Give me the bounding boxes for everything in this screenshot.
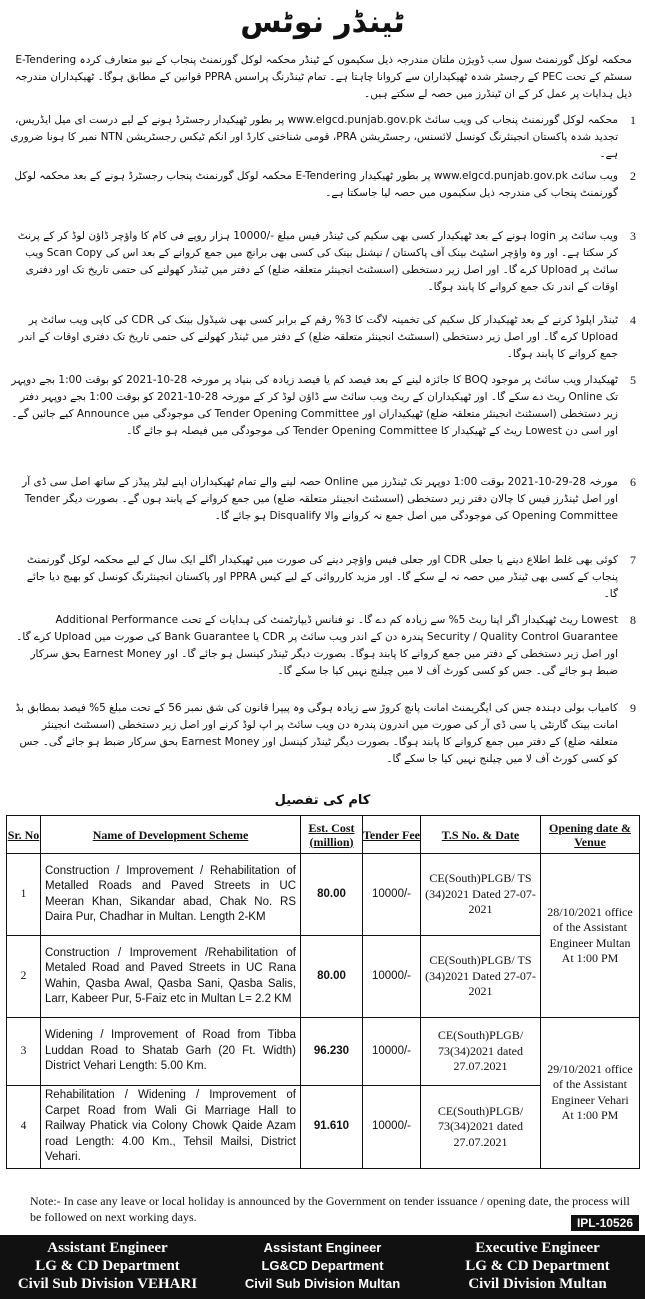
signatory-left [0,1235,215,1299]
table-header-row [7,816,640,854]
cell-scheme: Construction / Improvement /Rehabilitation of Metaled Road and Paved Streets in UC Rana Wahin, Qasba Awal, Qasba Sani, Qasba Salis, Larr, Kabeer Pur, 5-Faiz etc in Multan L= 2.2 KM [41,936,301,1018]
instruction-5 [10,372,636,440]
instruction-2 [10,168,636,202]
signatory-division: Civil Sub Division VEHARI [17,1276,198,1292]
header-est-cost: Est. Cost (million) [301,816,363,854]
instruction-number: 6 [630,475,636,489]
instruction-8 [10,612,636,680]
instruction-6 [10,474,636,525]
cell-ts: CE(South)PLGB/ TS (34)2021 Dated 27-07-2021 [421,936,541,1018]
intro-paragraph: محکمہ لوکل گورنمنٹ سول سب ڈویژن ملتان مندرجہ ذیل سکیموں کے ٹینڈر محکمہ لوکل گورنمنٹ پنجاب کے نیو متعارف کردہ E-Tendering سسٹم کے تحت PEC کے رجسٹر شدہ ٹھیکیداران سے کروانا چاہتا ہے۔ تمام ٹینڈرنگ پراسس PPRA قوانین کے مطابق ہوگا۔ ٹھیکیداران مندرجہ ذیل ہدایات پر عمل کر کے ان ٹینڈرز میں حصہ لے سکتے ہیں۔ [14,54,632,100]
cell-sr: 3 [7,1018,41,1086]
signatory-division: Civil Division Multan [468,1276,607,1292]
instruction-1 [10,112,636,163]
cell-scheme: Rehabilitation / Widening / Improvement of Carpet Road from Wali Gi Marriage Hall to Railway Phatick via Colony Chowk Qaide Azam road Length: 4.00 Km., Tehsil Mailsi, District Vehari. [41,1086,301,1169]
instruction-text: ٹینڈر اپلوڈ کرنے کے بعد ٹھیکیدار کل سکیم کی تخمینہ لاگت کا 3% رقم کے برابر کسی بھی شیڈول بینک کی CDR کی کاپی ویب سائٹ پر Upload کرے گا۔ اور اصل زیر دستخطی (اسسٹنٹ انجینئر متعلقہ ضلع) کے دفتر میں ٹینڈر کھولنے کی حتمی تاریخ تک دفتری اوقات کے اندر جمع کروانے کا پابند ہوگا۔ [18,314,618,360]
signatory-middle [215,1235,430,1299]
instruction-7 [10,552,636,603]
header-tender-fee: Tender Fee [363,816,421,854]
signatory-department: LG&CD Department [261,1258,384,1273]
instruction-text: کوئی بھی غلط اطلاع دینے یا جعلی CDR اور جعلی فیس واؤچر دینے کی صورت میں ٹھیکیدار اگلے ایک سال کے لیے محکمہ لوکل گورنمنٹ پنجاب کے کسی بھی ٹینڈر میں حصہ نہ لے سکے گا۔ اور مزید کارروائی کے لیے کیس PPRA اور پاکستان انجینئرنگ کونسل کو بھیج دیا جائے گا۔ [26,554,618,600]
cell-fee: 10000/- [363,1086,421,1169]
cell-venue-multan: 28/10/2021 office of the Assistant Engineer Multan At 1:00 PM [541,854,640,1018]
instruction-text: ویب سائٹ www.elgcd.punjab.gov.pk پر بطور ٹھیکیدار E-Tendering محکمہ لوکل گورنمنٹ پنجاب رجسٹرڈ ہونے کے بعد محکمہ لوکل گورنمنٹ پنجاب کی مندرجہ ذیل سکیموں میں حصہ لیا جاسکتا ہے۔ [14,170,618,199]
instruction-number: 5 [630,373,636,387]
instruction-text: Lowest ریٹ ٹھیکیدار اگر اپنا ریٹ 5% سے زیادہ کم دے گا۔ تو فنانس ڈیپارٹمنٹ کی ہدایات کے تحت Additional Performance Security / Quality Control Guarantee پندرہ دن کے اندر ویب سائٹ پر CDR یا Bank Guarantee کی صورت میں Upload کرے گا۔ اور اصل زیر دستخطی کے دفتر میں جمع کروانے کا پابند ہوگا۔ بصورت دیگر ٹینڈر کینسل ہو جائے گا۔ اور Earnest Money بحق سرکار ضبط ہو جائے گی۔ جس کو کسی کورٹ آف لا میں چیلنج نہیں کیا جا سکے گا۔ [16,614,618,677]
notice-title: ٹینڈر نوٹس [240,5,405,40]
instruction-text: محکمہ لوکل گورنمنٹ پنجاب کی ویب سائٹ www.elgcd.punjab.gov.pk پر بطور ٹھیکیدار رجسٹرڈ ہونے کے لیے درست ای میل ایڈریس، تجدید شدہ پاکستان انجینئرنگ کونسل لائسنس، رجسٹریشن PRA، قومی شناختی کارڈ اور انکم ٹیکس رجسٹریشن NTN نمبر کا ہونا ضروری ہے۔ [10,114,618,160]
cell-cost: 80.00 [301,936,363,1018]
cell-sr: 1 [7,854,41,936]
instruction-3 [10,228,636,296]
instruction-text: ٹھیکیدار ویب سائٹ پر موجود BOQ کا جائزہ لینے کے بعد فیصد کم یا فیصد زیادہ کی بنیاد پر مورخہ 28-10-2021 کو بوقت 1:00 بجے دوپہر تک Online ریٹ دے سکے گا۔ اور ٹھیکیداران کے ریٹ ویب سائٹ سے ڈاؤن لوڈ کر کے مورخہ 28-10-2021 کو بوقت 1:00 بجے دوپہر دفتر زیر دستخطی (اسسٹنٹ انجینئر متعلقہ ضلع) ٹھیکیداران اور Tender Opening Committee کی موجودگی میں Announce کیے جائیں گے۔ اور اسی دن Lowest ریٹ کے ٹھیکیدار کا Tender Opening Committee کی موجودگی میں فیصلہ ہو جائے گا۔ [11,374,618,437]
cell-sr: 4 [7,1086,41,1169]
cell-fee: 10000/- [363,854,421,936]
cell-scheme: Widening / Improvement of Road from Tibba Luddan Road to Shatab Garh (20 Ft. Width) District Vehari Length: 5.00 Km. [41,1018,301,1086]
cell-cost: 96.230 [301,1018,363,1086]
instruction-text: کامیاب بولی دہندہ جس کی ایگریمنٹ امانت پانچ کروڑ سے زیادہ ہوگی وہ پیپرا قانون کی شق نمبر 56 کے تحت مبلغ 5% فیصد بمطابق بڈ امانت بینک گارنٹی یا سی ڈی آر کی صورت میں اندرون پندرہ دن ویب سائٹ پر اپ لوڈ کرنے اور اصل زیر دستخطی (اسسٹنٹ انجینئر متعلقہ ضلع) کے دفتر میں جمع کروانے کا پابند ہوگا۔ بصورت دیگر ٹینڈر کینسل اور Earnest Money بحق سرکار ضبط ہو جائے گی۔ جس کو کسی کورٹ آف لا میں چیلنج نہیں کیا جا سکے گا۔ [15,702,618,765]
table-row [7,854,640,936]
cell-sr: 2 [7,936,41,1018]
cell-fee: 10000/- [363,1018,421,1086]
cell-ts: CE(South)PLGB/ 73(34)2021 dated 27.07.2021 [421,1018,541,1086]
header-sr-no: Sr. No [7,816,41,854]
header-opening-venue: Opening date & Venue [541,816,640,854]
ipl-reference-badge: IPL-10526 [571,1215,639,1231]
instruction-9 [10,700,636,768]
header-ts-no-date: T.S No. & Date [421,816,541,854]
signatory-right [430,1235,645,1299]
instruction-number: 1 [630,113,636,127]
cell-cost: 91.610 [301,1086,363,1169]
signatory-division: Civil Sub Division Multan [244,1276,401,1291]
cell-cost: 80.00 [301,854,363,936]
signature-footer [0,1235,645,1299]
cell-ts: CE(South)PLGB/ 73(34)2021 dated 27.07.2021 [421,1086,541,1169]
schemes-table [6,815,640,1169]
instruction-number: 2 [630,169,636,183]
instruction-text: ویب سائٹ پر login ہونے کے بعد ٹھیکیدار کسی بھی سکیم کی ٹینڈر فیس مبلغ -/10000 ہزار روپے فی کام کا واؤچر ڈاؤن لوڈ کر کے پرنٹ کر سکتا ہے۔ اور وہ واؤچر اسٹیٹ بینک آف پاکستان / نیشنل بینک کی کسی بھی برانچ میں جمع کروانے کے بعد اس کی Scan Copy ویب سائٹ پر Upload کرے گا۔ اور اصل زیر دستخطی (اسسٹنٹ انجینئر متعلقہ ضلع) کے دفتر میں ٹینڈر کھولنے کی حتمی تاریخ تک اور دفتری اوقات کے اندر تک جمع کروانے کا پابند ہوگا۔ [17,230,618,293]
instruction-number: 9 [630,701,636,715]
cell-scheme: Construction / Improvement / Rehabilitation of Metalled Roads and Paved Streets in UC Meeran Khan, Sikandar abad, Chak No. RS Daira Pur, Chadhar in Multan. Length 2-KM [41,854,301,936]
instruction-text: مورخہ 28-29-10-2021 بوقت 1:00 دوپہر تک ٹینڈرز میں Online حصہ لینے والے تمام ٹھیکیداران اپنے لیٹر پیڈز کے ساتھ اصل سی ڈی آر اور اصل ٹینڈرز فیس کا چالان دفتر زیر دستخطی (اسسٹنٹ انجینئر متعلقہ ضلع) میں جمع کروانے کے پابند ہوں گے۔ بصورت دیگر Tender Opening Committee کی موجودگی میں اصل جمع نہ کروانے والا Disqualify ہو جائے گا۔ [22,476,618,522]
signatory-department: LG & CD Department [465,1258,610,1274]
cell-venue-vehari: 29/10/2021 office of the Assistant Engineer Vehari At 1:00 PM [541,1018,640,1169]
header-scheme-name: Name of Development Scheme [41,816,301,854]
instruction-number: 3 [630,229,636,243]
signatory-department: LG & CD Department [35,1258,180,1274]
cell-ts: CE(South)PLGB/ TS (34)2021 Dated 27-07-2021 [421,854,541,936]
instruction-number: 4 [630,313,636,327]
instruction-number: 8 [630,613,636,627]
holiday-note: Note:- In case any leave or local holiday is announced by the Government on tender issuance / opening date, the process will be followed on next working days. [30,1194,630,1224]
cell-fee: 10000/- [363,936,421,1018]
work-details-heading: کام کی تفصیل [274,793,371,808]
signatory-title: Assistant Engineer [47,1240,168,1256]
signatory-title: Assistant Engineer [263,1240,382,1255]
signatory-title: Executive Engineer [475,1240,600,1256]
table-row [7,1018,640,1086]
instruction-number: 7 [630,553,636,567]
instruction-4 [10,312,636,363]
